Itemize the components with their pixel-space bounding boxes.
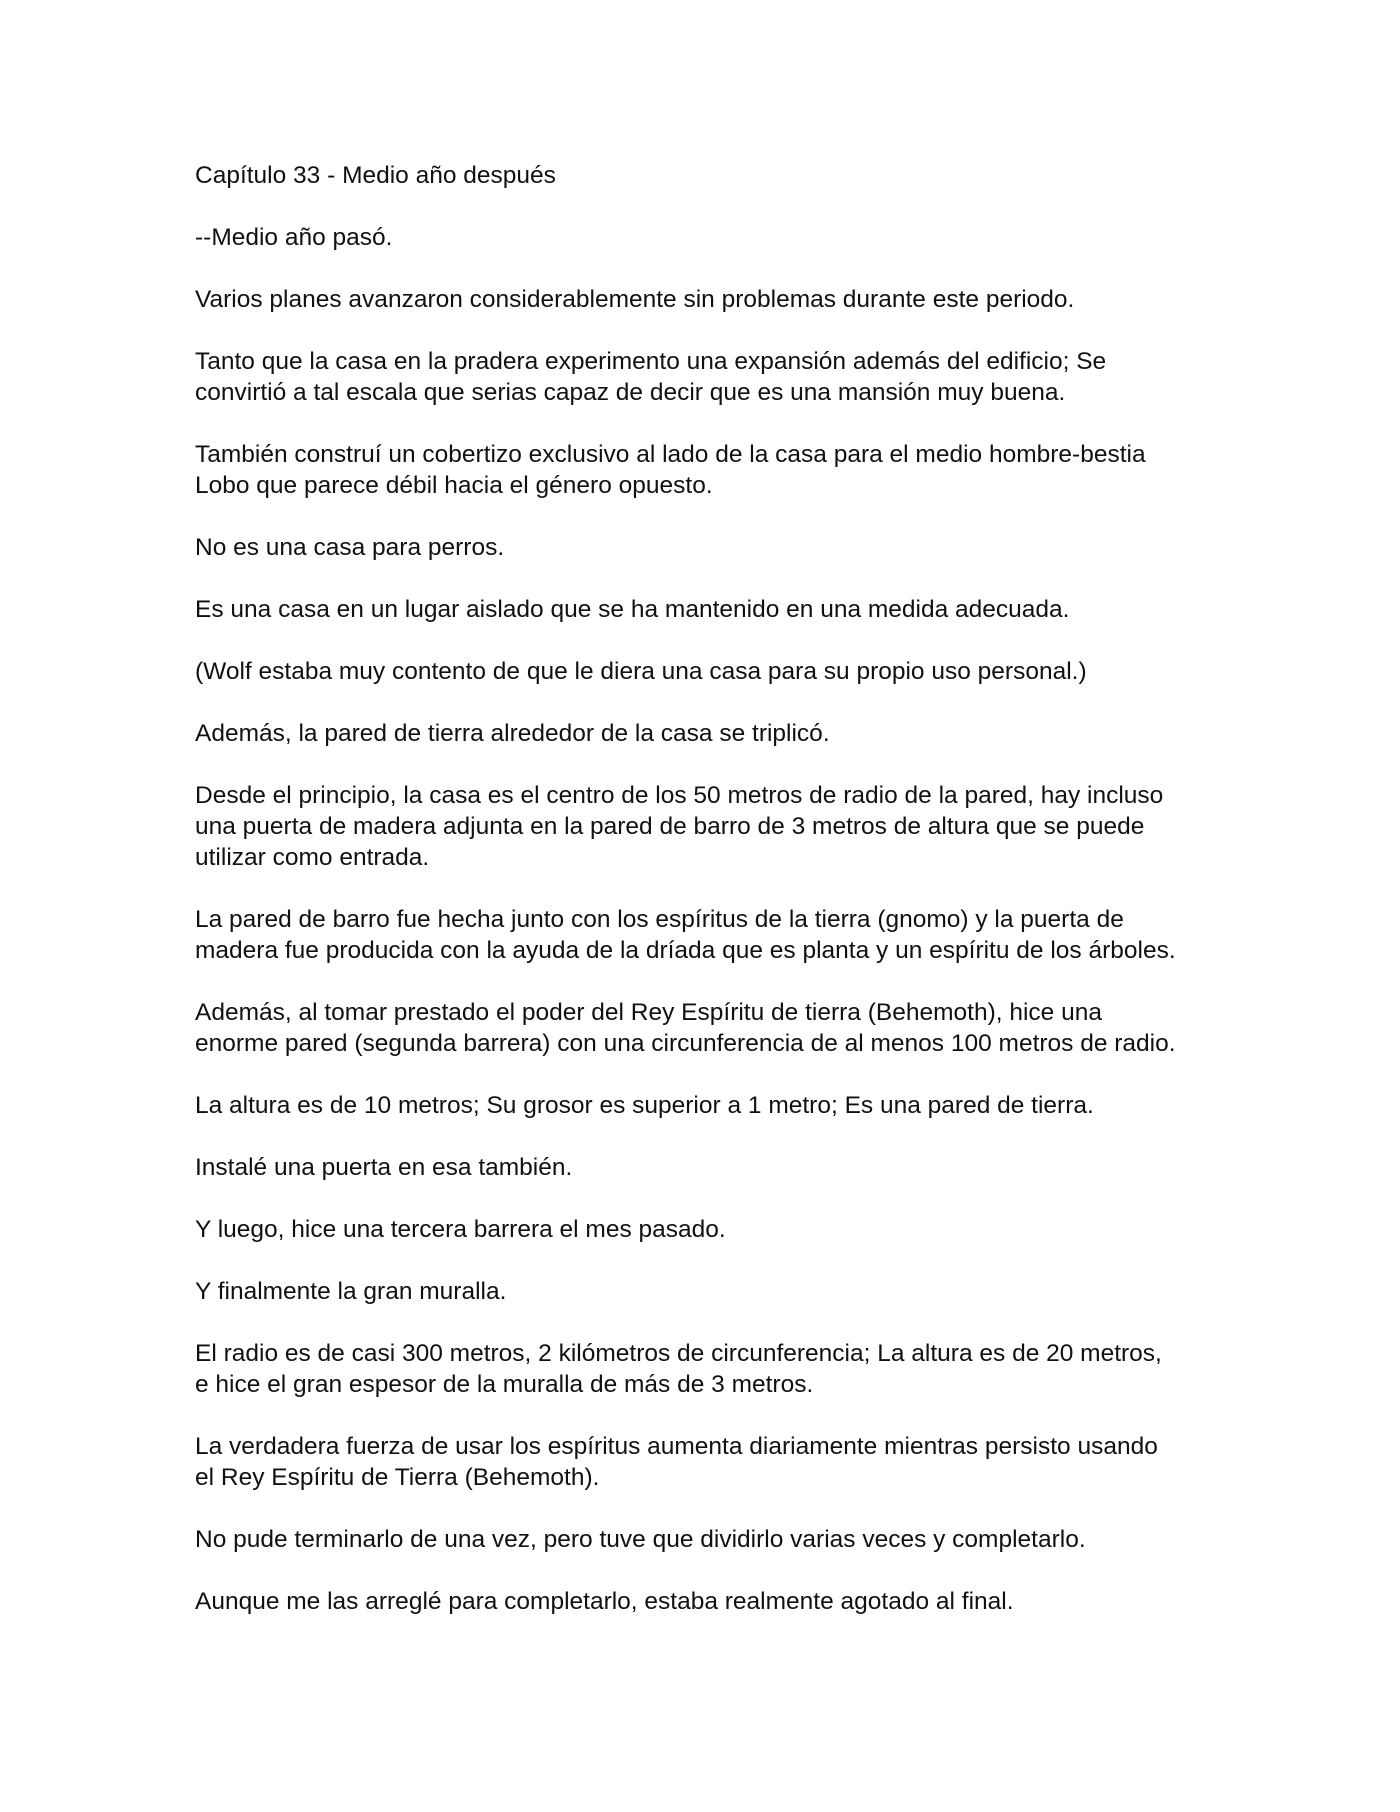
paragraph-line: madera fue producida con la ayuda de la dríada que es planta y un espíritu de los árboles. [195,937,1176,964]
paragraph [195,439,1215,501]
paragraph [195,997,1215,1059]
paragraph-line: Aunque me las arreglé para completarlo, estaba realmente agotado al final. [195,1588,1014,1615]
paragraph-line: Es una casa en un lugar aislado que se ha mantenido en una medida adecuada. [195,596,1070,623]
paragraph [195,718,1215,749]
paragraph [195,1524,1215,1555]
paragraph-line: (Wolf estaba muy contento de que le diera una casa para su propio uso personal.) [195,658,1087,685]
paragraph [195,1431,1215,1493]
paragraph [195,594,1215,625]
paragraph-line: Además, la pared de tierra alrededor de la casa se triplicó. [195,720,830,747]
paragraph [195,222,1215,253]
paragraph [195,346,1215,408]
paragraph-line: --Medio año pasó. [195,224,393,251]
paragraph-line: Y luego, hice una tercera barrera el mes pasado. [195,1216,726,1243]
paragraph [195,904,1215,966]
paragraph [195,1090,1215,1121]
paragraph-line: enorme pared (segunda barrera) con una circunferencia de al menos 100 metros de radio. [195,1030,1176,1057]
paragraph-line: Varios planes avanzaron considerablemente sin problemas durante este periodo. [195,286,1075,313]
paragraph [195,532,1215,563]
paragraph [195,656,1215,687]
paragraph-line: También construí un cobertizo exclusivo al lado de la casa para el medio hombre-bestia [195,441,1146,468]
paragraph-line: convirtió a tal escala que serias capaz de decir que es una mansión muy buena. [195,379,1066,406]
paragraph-line: Y finalmente la gran muralla. [195,1278,507,1305]
paragraph-line: La verdadera fuerza de usar los espíritus aumenta diariamente mientras persisto usando [195,1433,1158,1460]
paragraph [195,1152,1215,1183]
paragraph [195,284,1215,315]
paragraph [195,1586,1215,1617]
paragraph [195,780,1215,873]
paragraph-line: Desde el principio, la casa es el centro de los 50 metros de radio de la pared, hay incluso [195,782,1164,809]
paragraph-line: El radio es de casi 300 metros, 2 kilómetros de circunferencia; La altura es de 20 metros, [195,1340,1162,1367]
paragraph-line: una puerta de madera adjunta en la pared de barro de 3 metros de altura que se puede [195,813,1145,840]
paragraph [195,1338,1215,1400]
chapter-title: Capítulo 33 - Medio año después [195,162,556,189]
paragraph-line: No es una casa para perros. [195,534,505,561]
paragraph-line: utilizar como entrada. [195,844,430,871]
paragraph-line: Además, al tomar prestado el poder del Rey Espíritu de tierra (Behemoth), hice una [195,999,1102,1026]
paragraph-line: La altura es de 10 metros; Su grosor es superior a 1 metro; Es una pared de tierra. [195,1092,1094,1119]
paragraph-line: e hice el gran espesor de la muralla de más de 3 metros. [195,1371,814,1398]
paragraph-line: No pude terminarlo de una vez, pero tuve que dividirlo varias veces y completarlo. [195,1526,1086,1553]
paragraph-line: La pared de barro fue hecha junto con los espíritus de la tierra (gnomo) y la puerta de [195,906,1124,933]
paragraph [195,1276,1215,1307]
paragraph-line: Tanto que la casa en la pradera experimento una expansión además del edificio; Se [195,348,1107,375]
paragraph-line: Lobo que parece débil hacia el género opuesto. [195,472,713,499]
document-body [195,160,1215,1648]
paragraph-line: el Rey Espíritu de Tierra (Behemoth). [195,1464,600,1491]
paragraph [195,1214,1215,1245]
paragraph-line: Instalé una puerta en esa también. [195,1154,573,1181]
